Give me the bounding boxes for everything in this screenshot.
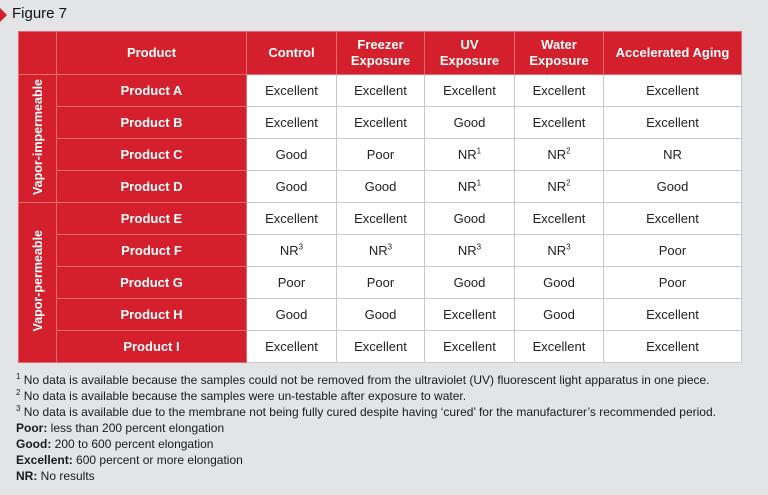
rating-value: Excellent: [443, 339, 496, 354]
table-row: [19, 75, 742, 107]
header-water: [515, 32, 604, 75]
rating-value: Excellent: [443, 307, 496, 322]
rating-value: Excellent: [265, 115, 318, 130]
product-name-cell: Product G: [57, 267, 247, 299]
rating-value: Poor: [658, 243, 687, 258]
product-name-cell: Product E: [57, 203, 247, 235]
rating-cell-aging: [604, 107, 742, 139]
legend-item: [16, 452, 761, 468]
results-table: [18, 31, 742, 363]
rating-value: NR: [547, 147, 567, 162]
rating-cell-water: [515, 235, 604, 267]
legend-term: Excellent:: [16, 453, 73, 467]
legend-term: NR:: [16, 469, 38, 483]
header-corner: [19, 32, 57, 75]
rating-cell-uv: [425, 331, 515, 363]
header-water-line2: Exposure: [529, 53, 589, 68]
rating-cell-uv: [425, 267, 515, 299]
legend-item: [16, 420, 761, 436]
legend-item: [16, 436, 761, 452]
rating-cell-control: [247, 299, 337, 331]
rating-cell-control: [247, 139, 337, 171]
rating-cell-freezer: [337, 171, 425, 203]
rating-cell-water: [515, 75, 604, 107]
rating-value: Excellent: [354, 211, 407, 226]
rating-value: Excellent: [354, 115, 407, 130]
rating-cell-freezer: [337, 107, 425, 139]
group-label: Vapor-impermeable: [30, 78, 45, 195]
rating-cell-freezer: [337, 299, 425, 331]
footnotes: [16, 372, 761, 420]
footnote-text: No data is available due to the membrane not being fully cured despite having ‘cured’ for the manufacturer’s recommended period.: [23, 405, 716, 419]
rating-cell-uv: [425, 75, 515, 107]
table-row: [19, 171, 742, 203]
legend-item: [16, 468, 761, 484]
table-row: [19, 331, 742, 363]
rating-value: Poor: [366, 275, 395, 290]
footnote-ref: 3: [387, 242, 393, 252]
rating-cell-water: [515, 171, 604, 203]
rating-cell-aging: [604, 235, 742, 267]
rating-cell-freezer: [337, 235, 425, 267]
group-label: Vapor-permeable: [30, 230, 45, 332]
footnote-mark: 1: [16, 372, 21, 381]
rating-value: Excellent: [354, 83, 407, 98]
rating-cell-uv: [425, 139, 515, 171]
rating-cell-freezer: [337, 203, 425, 235]
footnote: [16, 404, 761, 420]
figure-marker-triangle: [0, 8, 7, 22]
footnote-ref: 1: [476, 178, 482, 188]
group-vapor-impermeable: [19, 75, 57, 203]
rating-value: Excellent: [646, 83, 699, 98]
rating-cell-water: [515, 139, 604, 171]
rating-cell-freezer: [337, 267, 425, 299]
rating-cell-water: [515, 203, 604, 235]
rating-value: Excellent: [265, 211, 318, 226]
footnote-ref: 2: [566, 178, 571, 188]
rating-cell-aging: [604, 171, 742, 203]
rating-value: Good: [453, 275, 486, 290]
rating-value: NR: [457, 147, 477, 162]
rating-value: Good: [656, 179, 689, 194]
header-aging: Accelerated Aging: [604, 32, 742, 75]
product-name-cell: Product F: [57, 235, 247, 267]
legend-term: Poor:: [16, 421, 48, 435]
header-uv: [425, 32, 515, 75]
rating-cell-water: [515, 267, 604, 299]
rating-cell-uv: [425, 235, 515, 267]
header-water-line1: Water: [541, 37, 577, 52]
rating-cell-control: [247, 331, 337, 363]
product-name-cell: Product I: [57, 331, 247, 363]
footnote-text: No data is available because the samples were un-testable after exposure to water.: [23, 389, 467, 403]
rating-cell-freezer: [337, 331, 425, 363]
rating-value: Excellent: [646, 339, 699, 354]
rating-value: Excellent: [532, 115, 586, 130]
rating-cell-freezer: [337, 139, 425, 171]
rating-value: Poor: [277, 275, 306, 290]
rating-value: Excellent: [646, 307, 699, 322]
rating-cell-uv: [425, 299, 515, 331]
product-name-cell: Product A: [57, 75, 247, 107]
rating-value: Excellent: [646, 115, 699, 130]
footnote: [16, 372, 761, 388]
rating-cell-aging: [604, 139, 742, 171]
rating-value: Good: [364, 179, 397, 194]
legend-desc: less than 200 percent elongation: [47, 421, 225, 435]
rating-value: Good: [543, 275, 575, 290]
rating-value: Good: [453, 211, 486, 226]
rating-cell-aging: [604, 267, 742, 299]
group-vapor-permeable: [19, 203, 57, 363]
rating-value: Excellent: [532, 83, 586, 98]
rating-value: Good: [453, 115, 486, 130]
rating-cell-aging: [604, 299, 742, 331]
header-uv-line2: Exposure: [439, 53, 500, 68]
footnote-ref: 1: [476, 146, 482, 156]
rating-value: Excellent: [354, 339, 407, 354]
legend-desc: 200 to 600 percent elongation: [51, 437, 214, 451]
rating-cell-control: [247, 235, 337, 267]
table-row: [19, 267, 742, 299]
footnote-mark: 2: [16, 388, 21, 397]
rating-value: NR: [663, 147, 682, 162]
rating-cell-uv: [425, 107, 515, 139]
rating-cell-water: [515, 331, 604, 363]
rating-value: Excellent: [646, 211, 699, 226]
table-row: [19, 203, 742, 235]
rating-value: Poor: [366, 147, 395, 162]
rating-value: Excellent: [265, 83, 318, 98]
rating-cell-control: [247, 107, 337, 139]
rating-value: Excellent: [443, 83, 496, 98]
rating-cell-aging: [604, 331, 742, 363]
rating-cell-aging: [604, 203, 742, 235]
rating-value: Good: [275, 147, 308, 162]
table-row: [19, 107, 742, 139]
footnote-text: No data is available because the samples could not be removed from the ultraviolet (UV) fluorescent light apparatus in one piece.: [23, 373, 710, 387]
rating-cell-control: [247, 267, 337, 299]
header-uv-line1: UV: [460, 37, 479, 52]
rating-cell-uv: [425, 203, 515, 235]
table-row: [19, 235, 742, 267]
footnote-ref: 2: [566, 146, 571, 156]
table-body: [19, 75, 742, 363]
table-row: [19, 299, 742, 331]
rating-value: NR: [279, 243, 299, 258]
legend-term: Good:: [16, 437, 52, 451]
footnote-mark: 3: [16, 404, 21, 413]
rating-value: NR: [368, 243, 388, 258]
figure-title: Figure 7: [12, 5, 68, 22]
rating-cell-control: [247, 171, 337, 203]
rating-cell-water: [515, 299, 604, 331]
product-name-cell: Product C: [57, 139, 247, 171]
rating-value: Good: [543, 307, 575, 322]
header-freezer-line2: Exposure: [350, 53, 411, 68]
rating-cell-control: [247, 203, 337, 235]
product-name-cell: Product D: [57, 171, 247, 203]
legend-desc: No results: [37, 469, 95, 483]
product-name-cell: Product B: [57, 107, 247, 139]
rating-cell-uv: [425, 171, 515, 203]
rating-cell-water: [515, 107, 604, 139]
footnote: [16, 388, 761, 404]
rating-value: Excellent: [265, 339, 318, 354]
footnote-ref: 3: [298, 242, 304, 252]
header-freezer-line1: Freezer: [357, 37, 404, 52]
rating-cell-control: [247, 75, 337, 107]
header-control: Control: [247, 32, 337, 75]
rating-cell-aging: [604, 75, 742, 107]
rating-cell-freezer: [337, 75, 425, 107]
rating-value: Good: [275, 179, 308, 194]
rating-value: Good: [364, 307, 397, 322]
rating-value: Good: [275, 307, 308, 322]
rating-value: NR: [547, 243, 567, 258]
legend: [16, 420, 761, 484]
legend-desc: 600 percent or more elongation: [72, 453, 243, 467]
footnote-ref: 3: [566, 242, 571, 252]
footnote-ref: 3: [476, 242, 482, 252]
product-name-cell: Product H: [57, 299, 247, 331]
notes: [16, 372, 761, 484]
rating-value: Excellent: [532, 339, 586, 354]
table-row: [19, 139, 742, 171]
rating-value: NR: [457, 179, 477, 194]
rating-value: Excellent: [532, 211, 586, 226]
header-product: Product: [57, 32, 247, 75]
rating-value: Poor: [658, 275, 687, 290]
rating-value: NR: [457, 243, 477, 258]
rating-value: NR: [547, 179, 567, 194]
header-freezer: [337, 32, 425, 75]
header-row: [19, 32, 742, 75]
